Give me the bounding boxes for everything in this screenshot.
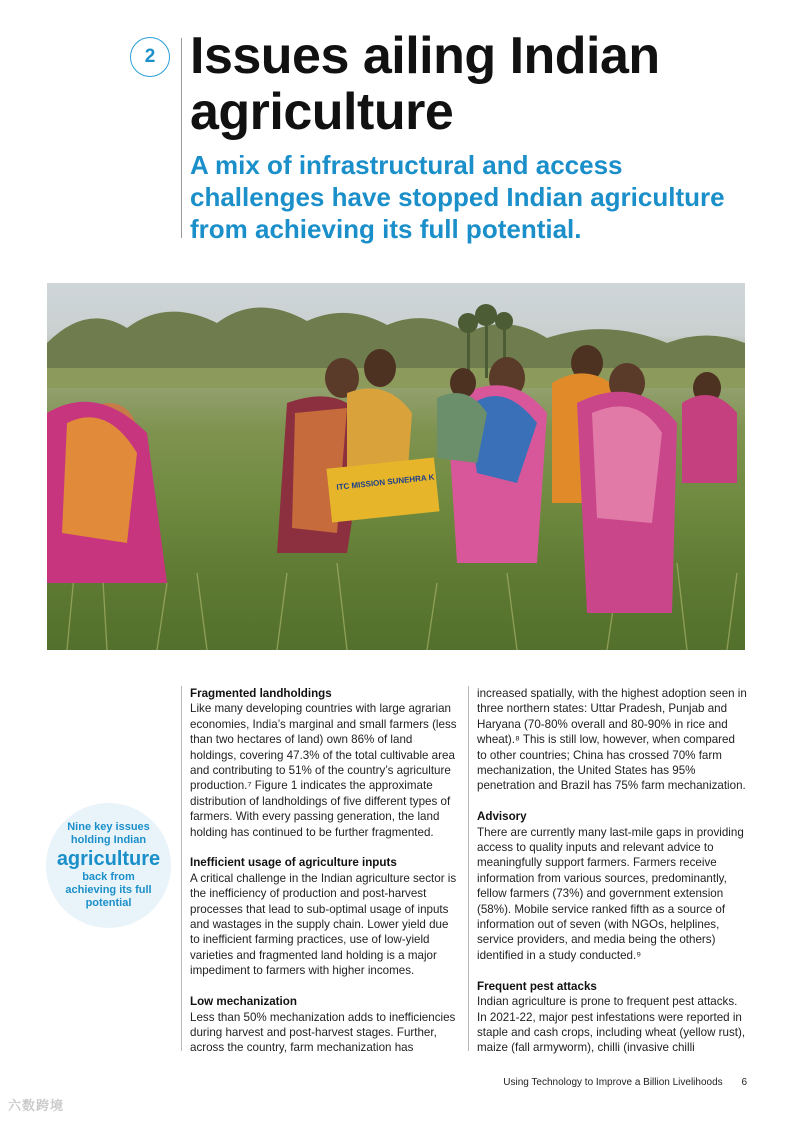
section-number-badge: [130, 37, 170, 77]
farmers-field-photo: [47, 283, 745, 650]
column-rule-left: [181, 686, 182, 1051]
section-heading: Low mechanization: [190, 995, 297, 1009]
photo-illustration: [47, 283, 745, 650]
section-body: A critical challenge in the Indian agriculture sector is the inefficiency of production and post-harvest processes that lead to sub-optimal usage of inputs and wastages in the supply chain. Lower yield due to inefficient farming practices, use of low-yield varieties and fragmented land holding is a major impediment to farmers with higher incomes.: [190, 871, 457, 978]
callout-highlight: agriculture: [56, 848, 161, 870]
section-body: increased spatially, with the highest adoption seen in three northern states: Uttar Pradesh, Punjab and Haryana (70-80% overall and 80-90% in rice and wheat).⁸ This is still low, however, when compared to other countries; China has crossed 70% farm mechanization, the United States has 95% penetration and Brazil has 75% farm mechanization.: [477, 687, 747, 793]
section-body: Less than 50% mechanization adds to inefficiencies during harvest and post-harvest stages. Further, across the country, farm mechanization has: [190, 1010, 456, 1055]
section-heading: Advisory: [477, 810, 527, 824]
watermark: 六数跨境: [8, 1098, 65, 1113]
footer-title: Using Technology to Improve a Billion Livelihoods: [503, 1077, 723, 1088]
section-heading: Inefficient usage of agriculture inputs: [190, 856, 397, 870]
text-column-left: [190, 686, 460, 1071]
section-heading: Frequent pest attacks: [477, 979, 597, 993]
column-rule-right: [468, 686, 469, 1051]
title-divider: [181, 38, 182, 238]
key-issues-callout: [46, 803, 171, 928]
section-body: Like many developing countries with large agrarian economies, India’s marginal and small farmers (less than two hectares of land) own 86% of land holdings, covering 47.3% of the total cultivable area and contributing to 51% of the country’s agriculture production.⁷ Figure 1 indicates the approximate distribution of landholdings of five different types of farmers. With every passing generation, the land holding has continued to be further fragmented.: [190, 702, 457, 839]
section-number: 2: [144, 46, 156, 67]
section-heading: Fragmented landholdings: [190, 687, 332, 700]
callout-line-1: Nine key issues holding Indian: [67, 821, 150, 846]
callout-line-2: back from achieving its full potential: [65, 871, 152, 909]
section-body: There are currently many last-mile gaps in providing access to quality inputs and relevant advice to meaningfully support farmers. Farmers receive information from various sources, predominantly, fellow farmers (73%) and government extension (58%). Mobile service ranked fifth as a source of information out of seven (with NGOs, helplines, service providers, and media being the others) identified in a study conducted.⁹: [477, 825, 744, 962]
page-title: Issues ailing Indian agriculture: [190, 27, 660, 141]
page-number: 6: [741, 1077, 747, 1088]
page-footer: [503, 1077, 747, 1088]
page-subtitle: A mix of infrastructural and access challenges have stopped Indian agriculture from achieving its full potential.: [190, 150, 725, 244]
sign-text: ITC MISSION SUNEHRA K: [335, 472, 435, 492]
text-column-right: [477, 686, 747, 1071]
section-body: Indian agriculture is prone to frequent pest attacks. In 2021-22, major pest infestations were reported in staple and cash crops, including wheat (yellow rust), maize (fall armyworm), chilli (invasive chilli: [477, 995, 746, 1055]
